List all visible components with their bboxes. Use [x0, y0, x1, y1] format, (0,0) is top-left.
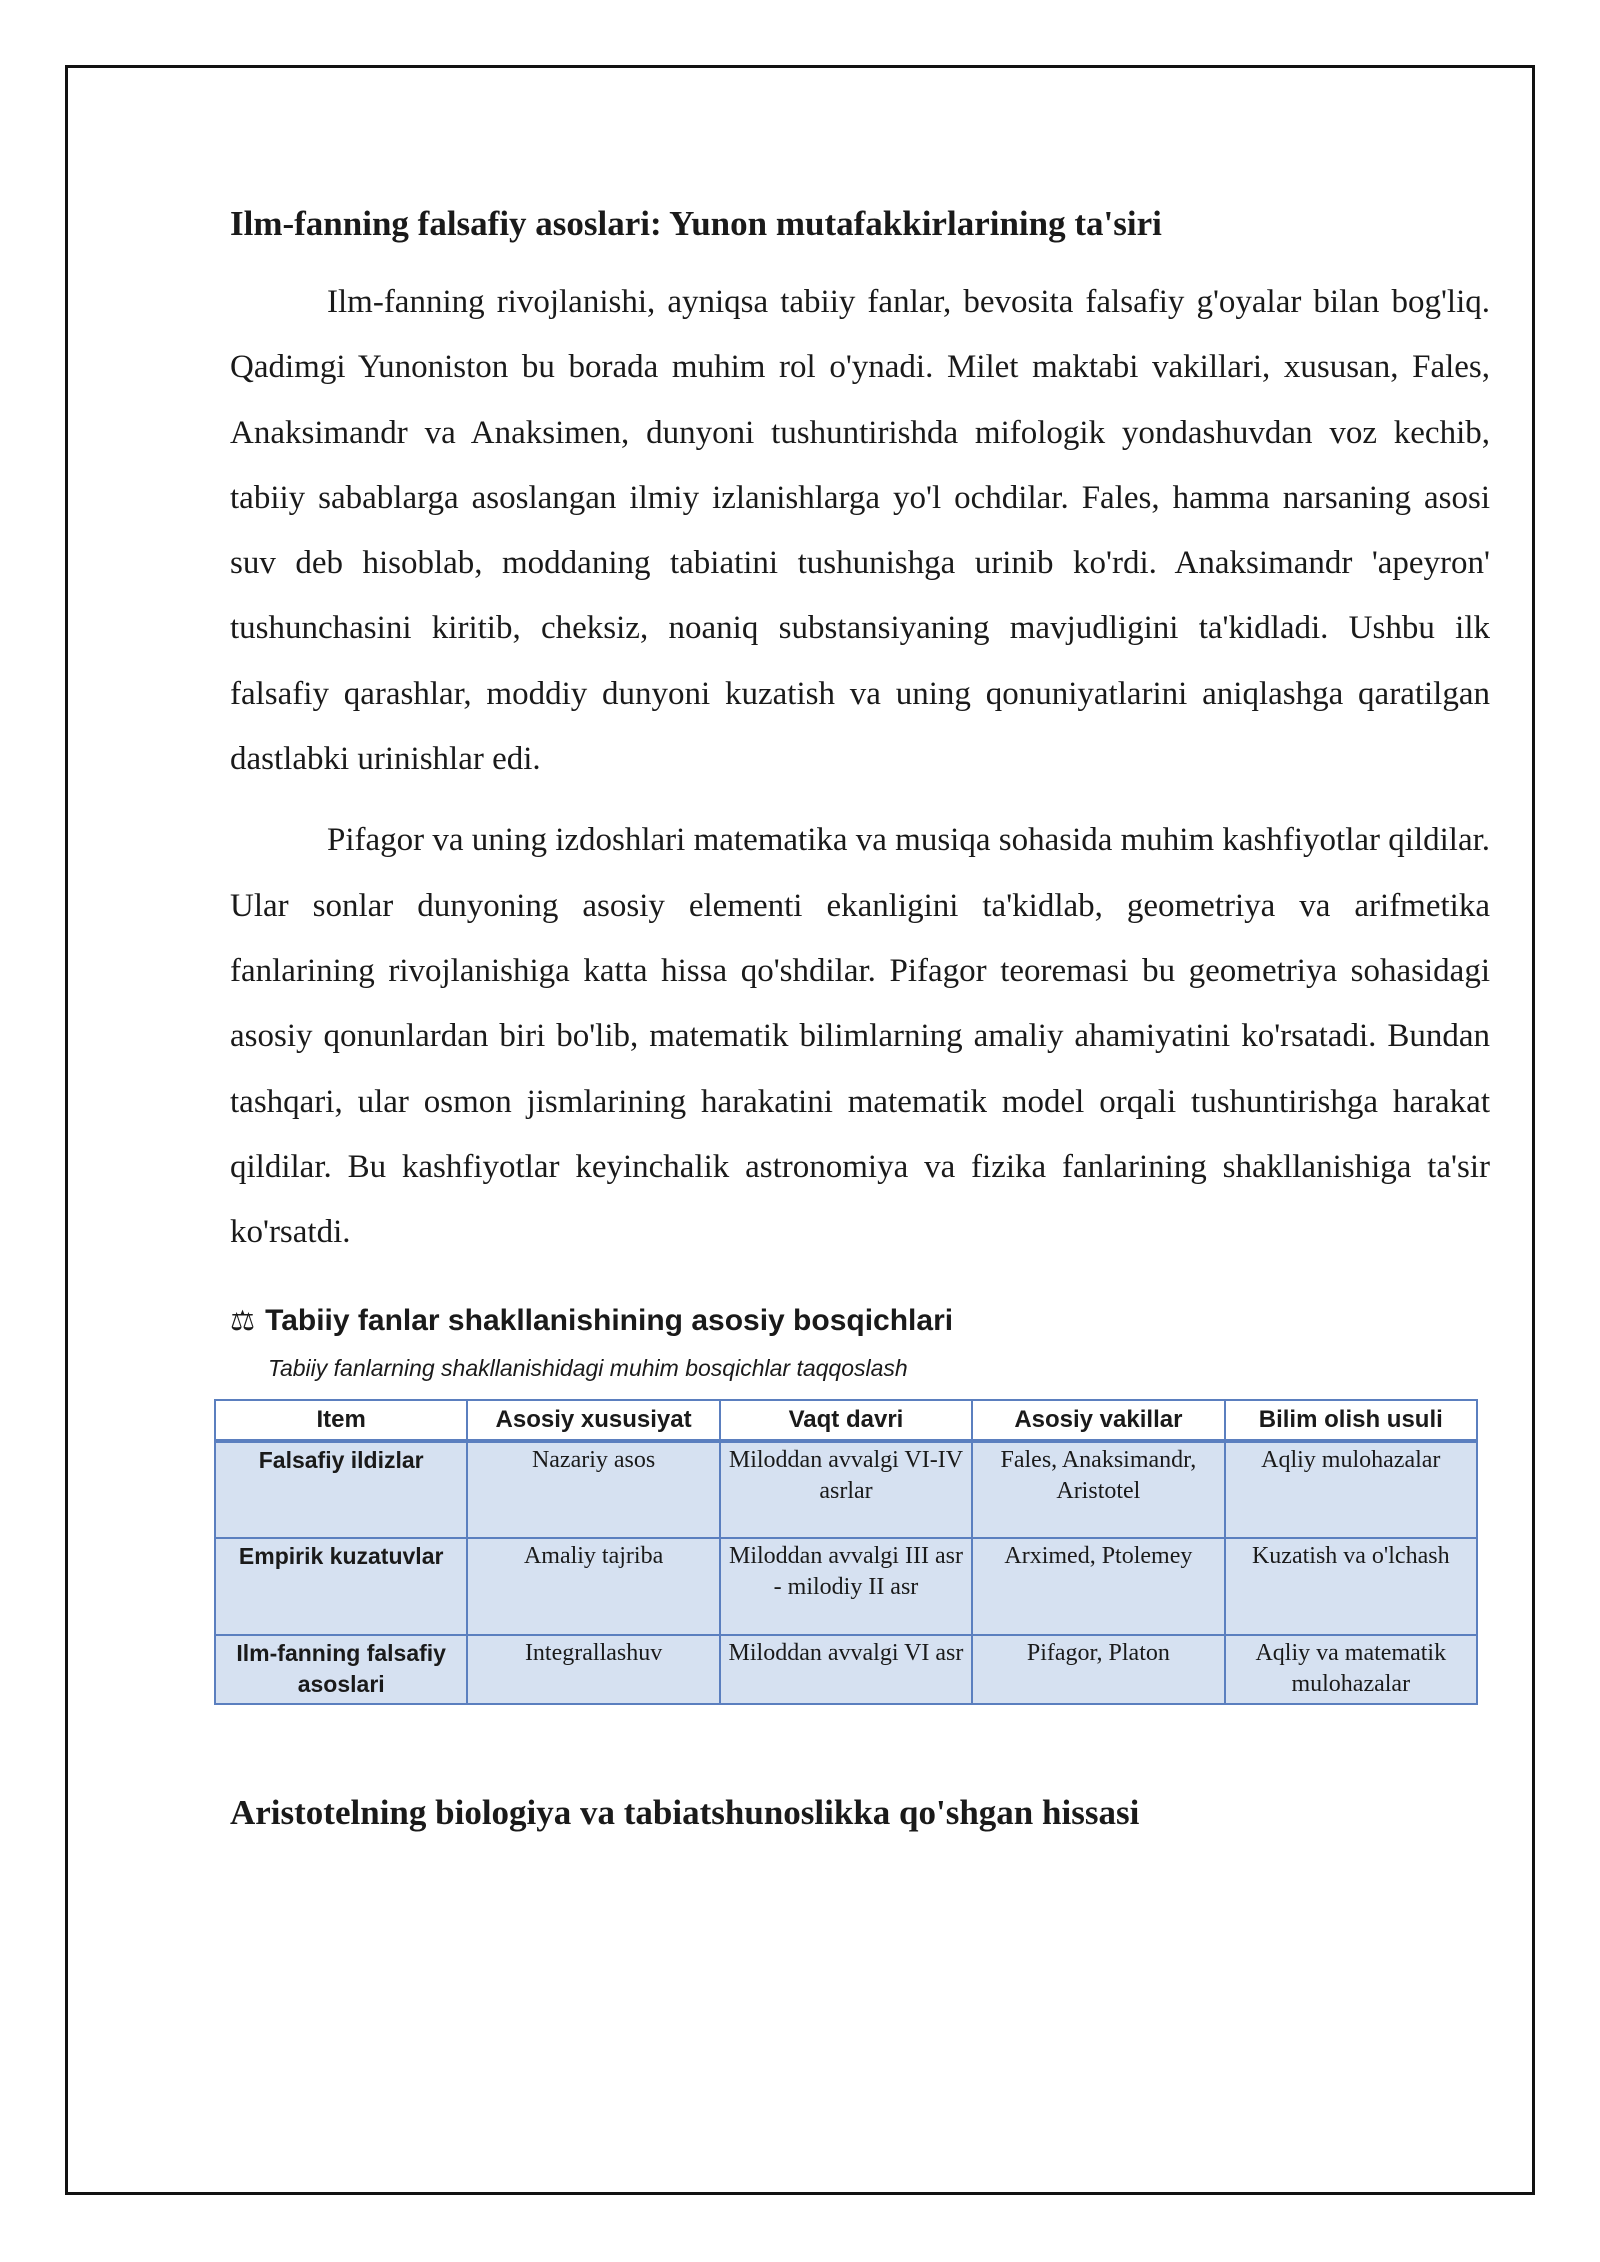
table-caption: Tabiiy fanlarning shakllanishidagi muhim bosqichlar taqqoslash	[268, 1355, 908, 1382]
column-header: Vaqt davri	[720, 1400, 972, 1441]
table-cell: Nazariy asos	[467, 1441, 719, 1538]
table-cell: Pifagor, Platon	[972, 1635, 1224, 1704]
row-header-cell: Empirik kuzatuvlar	[215, 1538, 467, 1635]
table-cell: Aqliy mulohazalar	[1225, 1441, 1477, 1538]
paragraph: Pifagor va uning izdoshlari matematika va musiqa sohasida muhim kashfiyotlar qildilar. Ular sonlar dunyoning asosiy elementi ekanligini ta'kidlab, geometriya va arifmetika fanlarining rivojlanishiga katta hissa qo'shdilar. Pifagor teoremasi bu geometriya sohasidagi asosiy qonunlardan biri bo'lib, matematik bilimlarning amaliy ahamiyatini ko'rsatadi. Bundan tashqari, ular osmon jismlarining harakatini matematik model orqali tushuntirishga harakat qildilar. Bu kashfiyotlar keyinchalik astronomiya va fizika fanlarining shakllanishiga ta'sir ko'rsatdi.	[230, 822, 1491, 1251]
stages-table	[214, 1399, 1478, 1705]
column-header: Bilim olish usuli	[1225, 1400, 1477, 1441]
table-row	[215, 1441, 1477, 1538]
table-cell: Miloddan avvalgi VI asr	[720, 1635, 972, 1704]
section-title: Aristotelning biologiya va tabiatshunoslikka qo'shgan hissasi	[230, 1793, 1140, 1833]
table-cell: Miloddan avvalgi III asr - milodiy II asr	[720, 1538, 972, 1635]
table-row	[215, 1538, 1477, 1635]
table-cell: Miloddan avvalgi VI-IV asrlar	[720, 1441, 972, 1538]
table-row	[215, 1635, 1477, 1704]
table-cell: Fales, Anaksimandr, Aristotel	[972, 1441, 1224, 1538]
table-cell: Aqliy va matematik mulohazalar	[1225, 1635, 1477, 1704]
table-cell: Integrallashuv	[467, 1635, 719, 1704]
document-content	[230, 196, 1490, 1841]
paragraph: Ilm-fanning rivojlanishi, ayniqsa tabiiy fanlar, bevosita falsafiy g'oyalar bilan bog'liq. Qadimgi Yunoniston bu borada muhim rol o'ynadi. Milet maktabi vakillari, xususan, Fales, Anaksimandr va Anaksimen, dunyoni tushuntirishda mifologik yondashuvdan voz kechib, tabiiy sabablarga asoslangan ilmiy izlanishlarga yo'l ochdilar. Fales, hamma narsaning asosi suv deb hisoblab, moddaning tabiatini tushunishga urinib ko'rdi. Anaksimandr 'apeyron' tushunchasini kiritib, cheksiz, noaniq substansiyaning mavjudligini ta'kidladi. Ushbu ilk falsafiy qarashlar, moddiy dunyoni kuzatish va uning qonuniyatlarini aniqlashga qaratilgan dastlabki urinishlar edi.	[230, 284, 1490, 778]
table-cell: Amaliy tajriba	[467, 1538, 719, 1635]
table-cell: Kuzatish va o'lchash	[1225, 1538, 1477, 1635]
table-heading	[230, 1299, 1490, 1343]
column-header: Item	[215, 1400, 467, 1441]
balance-scale-icon: ⚖	[230, 1304, 256, 1338]
table-cell: Arximed, Ptolemey	[972, 1538, 1224, 1635]
column-header: Asosiy vakillar	[972, 1400, 1224, 1441]
row-header-cell: Ilm-fanning falsafiy asoslari	[215, 1635, 467, 1704]
column-header: Asosiy xususiyat	[467, 1400, 719, 1441]
row-header-cell: Falsafiy ildizlar	[215, 1441, 467, 1538]
section-title: Ilm-fanning falsafiy asoslari: Yunon mutafakkirlarining ta'siri	[230, 204, 1162, 243]
table-header-row	[215, 1400, 1477, 1441]
table-heading-text: Tabiiy fanlar shakllanishining asosiy bosqichlari	[265, 1304, 954, 1338]
